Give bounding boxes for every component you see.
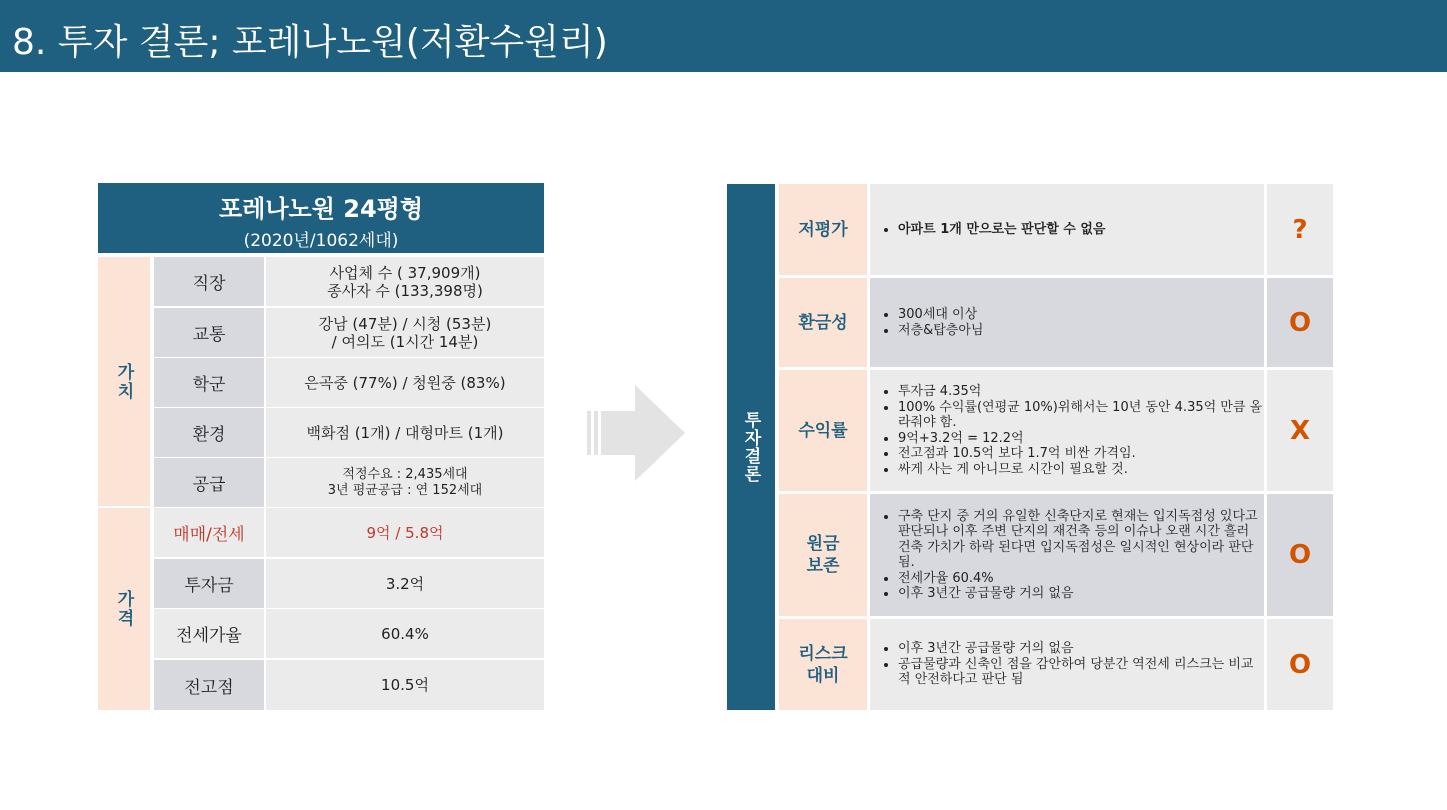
bullet-list (878, 641, 1264, 688)
row-value: 백화점 (1개) / 대형마트 (1개) (266, 408, 544, 457)
group-label: 가치 (113, 362, 134, 401)
conclusion-row (779, 184, 1333, 275)
row-category: 리스크 대비 (779, 619, 870, 710)
row-value: 9억 / 5.8억 (266, 508, 544, 557)
bullet-item: • 구축 단지 중 거의 유일한 신축단지로 현재는 입지독점성 있다고 판단되나 이후 주변 단지의 재건축 등의 이슈나 오랜 시간 흘러 건축 가치가 하락 된다면 입지독점성은 일시적인 현상이라 판단됨. (898, 509, 1264, 571)
row-key: 전고점 (154, 660, 266, 710)
circle-mark-icon: O (1267, 619, 1333, 710)
bullet-item: • 이후 3년간 공급물량 거의 없음 (898, 641, 1264, 657)
bullet-item: • 싸게 사는 게 아니므로 시간이 필요할 것. (898, 462, 1264, 478)
side-label-text: 투자결론 (740, 411, 761, 483)
table-row (154, 308, 544, 357)
row-key: 교통 (154, 308, 266, 357)
circle-mark-icon: O (1267, 494, 1333, 616)
bullet-item: • 300세대 이상 (898, 307, 984, 323)
page-title: 8. 투자 결론; 포레나노원(저환수원리) (12, 22, 608, 63)
investment-conclusion-table (727, 184, 1333, 710)
bullet-item: • 전고점과 10.5억 보다 1.7억 비싼 가격임. (898, 446, 1264, 462)
bullet-item: • 9억+3.2억 = 12.2억 (898, 431, 1264, 447)
table-row (154, 458, 544, 507)
table-row (154, 257, 544, 306)
group-value (98, 257, 152, 506)
row-description (870, 370, 1267, 491)
bullet-list (878, 307, 984, 338)
row-key: 투자금 (154, 559, 266, 608)
row-description (870, 494, 1267, 616)
table-row (154, 559, 544, 608)
conclusion-row (779, 370, 1333, 491)
apartment-info: (2020년/1062세대) (243, 231, 399, 251)
bullet-item: • 100% 수익률(연평균 10%)위해서는 10년 동안 4.35억 만큼 올라줘야 함. (898, 400, 1264, 431)
bullet-item: • 투자금 4.35억 (898, 384, 1264, 400)
bullet-list (878, 222, 1106, 238)
row-description (870, 184, 1267, 275)
row-category: 저평가 (779, 184, 870, 275)
bullet-item: • 아파트 1개 만으로는 판단할 수 없음 (898, 222, 1106, 238)
conclusion-side-label (727, 184, 775, 710)
circle-mark-icon: O (1267, 278, 1333, 367)
conclusion-row (779, 494, 1333, 616)
bullet-list (878, 509, 1264, 602)
row-category: 원금 보존 (779, 494, 870, 616)
row-value: 60.4% (266, 609, 544, 658)
table-row (154, 609, 544, 658)
row-description (870, 278, 1267, 367)
header-bar (0, 0, 1447, 72)
row-value: 10.5억 (266, 660, 544, 710)
bullet-item: • 이후 3년간 공급물량 거의 없음 (898, 586, 1264, 602)
row-value: 강남 (47분) / 시청 (53분) / 여의도 (1시간 14분) (266, 308, 544, 357)
conclusion-row (779, 619, 1333, 710)
apartment-name: 포레나노원 24평형 (218, 195, 424, 223)
table-row (154, 508, 544, 557)
group-price (98, 508, 152, 710)
bullet-item: • 저층&탑층아님 (898, 323, 984, 339)
table-row (154, 358, 544, 407)
apartment-summary-table (98, 183, 544, 710)
bullet-item: • 전세가율 60.4% (898, 571, 1264, 587)
row-value: 사업체 수 ( 37,909개) 종사자 수 (133,398명) (266, 257, 544, 306)
row-value: 적정수요 : 2,435세대 3년 평균공급 : 연 152세대 (266, 458, 544, 507)
x-mark-icon: X (1267, 370, 1333, 491)
bullet-item: • 공급물량과 신축인 점을 감안하여 당분간 역전세 리스크는 비교적 안전하다고 판단 됨 (898, 657, 1264, 688)
row-category: 환금성 (779, 278, 870, 367)
summary-table-body (98, 253, 544, 710)
conclusion-row (779, 278, 1333, 367)
right-arrow-icon (585, 385, 687, 485)
row-category: 수익률 (779, 370, 870, 491)
bullet-list (878, 384, 1264, 477)
row-key: 공급 (154, 458, 266, 507)
row-description (870, 619, 1267, 710)
table-row (154, 408, 544, 457)
question-mark-icon: ? (1267, 184, 1333, 275)
summary-table-header (98, 183, 544, 253)
table-row (154, 660, 544, 710)
row-value: 3.2억 (266, 559, 544, 608)
row-value: 은곡중 (77%) / 청원중 (83%) (266, 358, 544, 407)
row-key: 학군 (154, 358, 266, 407)
row-key: 직장 (154, 257, 266, 306)
row-key: 전세가율 (154, 609, 266, 658)
group-label: 가격 (113, 590, 134, 628)
row-key: 매매/전세 (154, 508, 266, 557)
row-key: 환경 (154, 408, 266, 457)
